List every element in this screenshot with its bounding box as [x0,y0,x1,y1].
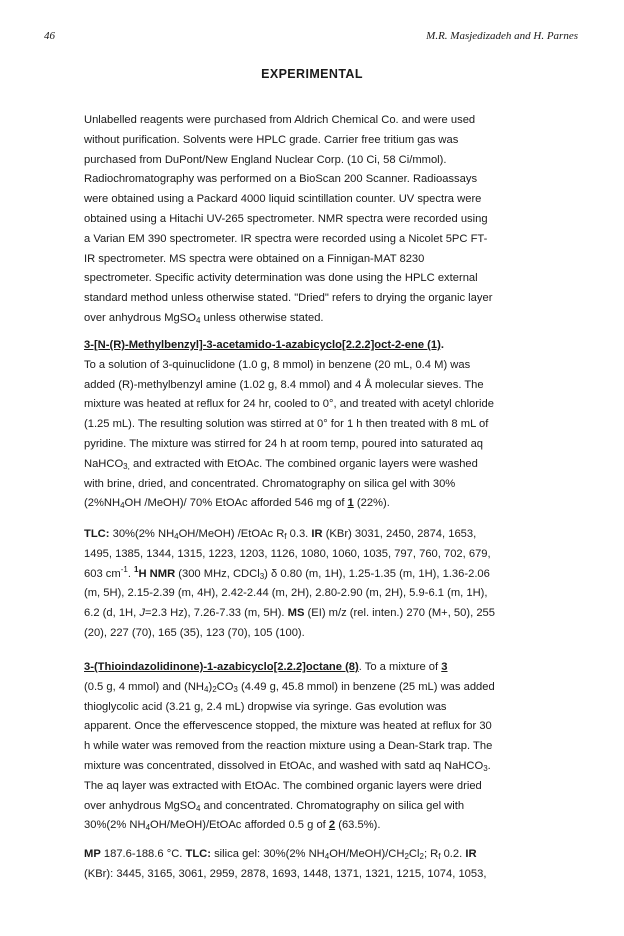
text-line [84,455,556,475]
text-run: (0.5 g, 4 mmol) and (NH [84,680,204,693]
text-line [84,309,556,329]
running-header [44,30,578,46]
text-line: h while water was removed from the reaction mixture using a Dean-Stark trap. The [84,740,493,753]
superscript: 1 [134,564,139,574]
text-line [84,845,556,865]
text-run: 187.6-188.6 °C. [100,848,186,860]
text-line: added (R)-methylbenzyl amine (1.02 g, 8.4 mmol) and 4 Å molecular sieves. The [84,378,484,391]
text-line: Unlabelled reagents were purchased from Aldrich Chemical Co. and were used [84,114,476,126]
subscript: 3, [123,461,130,471]
subscript: f [438,852,441,861]
text-run: (2%NH [84,497,121,510]
compound-8-characterization [84,845,556,885]
subscript: 2 [212,684,217,694]
text-run: Cl [408,848,420,860]
compound-1-heading: 3-[N-(R)-Methylbenzyl]-3-acetamido-1-azabicyclo[2.2.2]oct-2-ene (1) [84,339,441,351]
compound-1-characterization [84,525,556,644]
text-run: . [487,759,491,772]
nmr-label: H NMR [138,567,176,580]
text-line [84,494,556,514]
general-methods-paragraph [84,111,556,329]
text-line: To a solution of 3-quinuclidone (1.0 g, 8 mmol) in benzene (20 mL, 0.4 M) was [84,358,471,371]
text-run: unless otherwise stated. [200,311,324,324]
ir-label: IR [311,528,323,540]
text-line: IR spectrometer. MS spectra were obtained on a Finnigan-MAT 8230 [84,252,425,265]
text-run: OH/MeOH)/CH [329,848,405,860]
subscript: 3 [483,763,488,773]
subscript: f [284,532,287,541]
text-run: . [127,567,135,580]
subscript: 4 [120,501,125,511]
superscript: -1 [120,564,128,574]
text-run: OH/MeOH) /EtOAc R [178,528,285,540]
section-title: EXPERIMENTAL [261,67,363,81]
text-line: (1.25 mL). The resulting solution was stirred at 0° for 1 h then treated with 8 mL of [84,418,489,431]
compound-1-procedure [84,336,556,514]
compound-reference: 3 [441,661,448,673]
text-run: (63.5%). [335,819,381,832]
page-number: 46 [44,30,55,42]
subscript: 2 [404,852,409,861]
text-line [84,797,556,817]
text-run: over anhydrous MgSO [84,311,196,324]
text-line: (20), 227 (70), 165 (35), 123 (70), 105 (100). [84,626,305,639]
subscript: 4 [195,803,201,813]
text-line: purchased from DuPont/New England Nuclear Corp. (10 Ci, 58 Ci/mmol). [84,153,447,166]
text-line [84,757,556,777]
tlc-label: TLC: [185,848,211,860]
text-run: (4.49 g, 45.8 mmol) in benzene (25 mL) was added [237,680,495,693]
text-run: mixture was concentrated, dissolved in EtOAc, and washed with satd aq NaHCO [84,759,484,772]
text-run: (KBr) 3031, 2450, 2874, 1653, [322,528,477,540]
text-line [84,336,556,356]
subscript: 3 [259,571,265,581]
text-line: 1495, 1385, 1344, 1315, 1223, 1203, 1126, 1080, 1060, 1035, 797, 760, 702, 679, [84,547,491,560]
compound-8-heading: 3-(Thioindazolidinone)-1-azabicyclo[2.2.2]octane (8) [84,661,359,673]
ir-label: IR [465,848,477,860]
text-line: with brine, dried, and concentrated. Chromatography on silica gel with 30% [84,477,456,490]
text-line: obtained using a Hitachi UV-265 spectrometer. NMR spectra were recorded using [84,212,488,225]
text-line: (m, 5H), 2.15-2.39 (m, 4H), 2.42-2.44 (m, 2H), 2.80-2.90 (m, 2H), 5.9-6.1 (m, 1H), [84,587,488,600]
subscript: 4 [174,532,179,541]
text-line: spectrometer. Specific activity determination was done using the HPLC external [84,272,478,285]
compound-8-procedure [84,658,556,836]
compound-reference: 1 [347,497,354,510]
coupling-constant-symbol: J [139,607,145,620]
text-run: ) δ 0.80 (m, 1H), 1.25-1.35 (m, 1H), 1.36-2.06 [264,567,490,580]
text-run: (EI) m/z (rel. inten.) 270 (M+, 50), 255 [304,607,495,620]
text-line: pyridine. The mixture was stirred for 24 h at room temp, poured into saturated aq [84,437,484,450]
heading-period: . [440,339,444,351]
running-header-authors: M.R. Masjedizadeh and H. Parnes [426,30,578,42]
text-run: and concentrated. Chromatography on silica gel with [200,799,465,812]
text-line: thioglycolic acid (3.21 g, 2.4 mL) dropwise via syringe. Gas evolution was [84,700,447,713]
mp-label: MP [84,848,101,860]
text-run: NaHCO [84,457,124,470]
text-line [84,604,556,624]
text-run: over anhydrous MgSO [84,799,196,812]
text-run: CO [216,680,234,693]
text-run: 30%(2% NH [109,528,175,540]
text-run: (22%). [353,497,390,510]
text-run: OH /MeOH)/ 70% EtOAc afforded 546 mg of [124,497,348,510]
text-run: (300 MHz, CDCl [175,567,260,580]
text-line: were obtained using a Packard 4000 liquid scintillation counter. UV spectra were [84,193,482,206]
text-run: 0.3. [286,528,312,540]
text-run: 6.2 (d, 1H, [84,607,140,620]
subscript: 3 [233,684,238,694]
text-line: standard method unless otherwise stated. "Dried" refers to drying the organic layer [84,292,493,305]
text-line: a Varian EM 390 spectrometer. IR spectra were recorded using a Nicolet 5PC FT- [84,232,488,245]
text-run: OH/MeOH)/EtOAc afforded 0.5 g of [150,819,329,832]
text-line [84,678,556,698]
text-line [84,816,556,836]
text-run: 603 cm [84,567,121,580]
text-run: 30%(2% NH [84,819,146,832]
subscript: 4 [204,684,209,694]
text-line: (KBr): 3445, 3165, 3061, 2959, 2878, 1693, 1448, 1371, 1321, 1215, 1074, 1053, [84,867,487,880]
subscript: 4 [145,823,151,833]
tlc-label: TLC: [84,528,110,540]
text-line: mixture was heated at reflux for 24 hr, cooled to 0°, and treated with acetyl chloride [84,398,494,411]
subscript: 2 [419,852,424,861]
compound-reference: 2 [328,819,336,832]
subscript: 4 [195,315,201,325]
text-line: without purification. Solvents were HPLC grade. Carrier free tritium gas was [84,133,459,146]
ms-label: MS [287,607,305,620]
text-run: =2.3 Hz), 7.26-7.33 (m, 5H). [144,607,288,620]
text-line [84,565,556,585]
subscript: 4 [324,852,330,861]
text-run: 0.2. [440,848,466,860]
text-line [84,525,556,545]
text-line [84,658,556,678]
text-line: The aq layer was extracted with EtOAc. The combined organic layers were dried [84,779,482,792]
text-run: . To a mixture of [358,661,442,673]
text-run: ) [208,680,213,693]
text-line: apparent. Once the effervescence stopped, the mixture was heated at reflux for 30 [84,720,492,733]
text-run: ; R [423,848,439,860]
text-line: Radiochromatography was performed on a BioScan 200 Scanner. Radioassays [84,173,478,186]
text-run: silica gel: 30%(2% NH [210,848,325,860]
text-run: and extracted with EtOAc. The combined organic layers were washed [129,457,478,470]
